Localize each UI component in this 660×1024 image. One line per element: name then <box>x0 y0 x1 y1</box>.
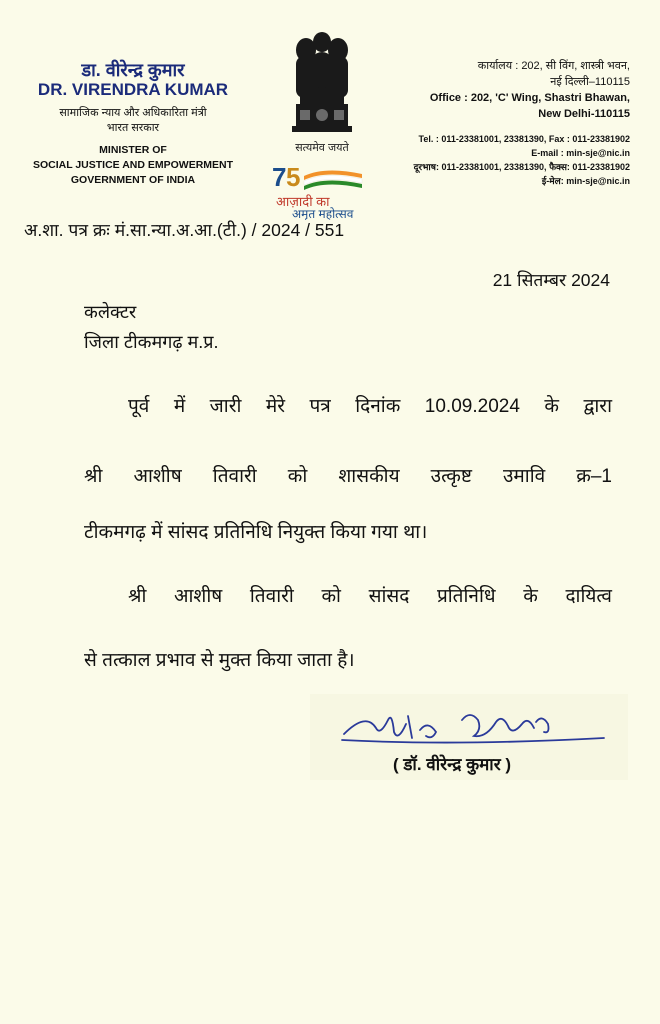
designation-english-line1: MINISTER OF <box>99 144 167 156</box>
letter-reference: अ.शा. पत्र क्रः मं.सा.न्या.अ.आ.(टी.) / 2024 / 551 <box>24 220 345 240</box>
sender-name-english: DR. VIRENDRA KUMAR <box>37 80 229 99</box>
contact-email: E-mail : min-sje@nic.in <box>531 148 630 158</box>
office-hindi-line2: नई दिल्ली–110115 <box>550 76 630 88</box>
azadi-line2: अमृत महोत्सव <box>292 207 354 220</box>
body-line-3: टीकमगढ़ में सांसद प्रतिनिधि नियुक्त किया गया था। <box>84 522 428 543</box>
signatory-name: ( डॉ. वीरेन्द्र कुमार ) <box>392 755 512 774</box>
office-english-line1: Office : 202, 'C' Wing, Shastri Bhawan, <box>429 92 630 104</box>
azadi-ka-amrit-mahotsav-logo-icon <box>270 160 380 220</box>
body-line-2: श्री आशीष तिवारी को शासकीय उत्कृष्ट उमावि क्र–1 <box>84 466 612 487</box>
designation-hindi-line1: सामाजिक न्याय और अधिकारिता मंत्री <box>59 107 207 119</box>
body-line-4: श्री आशीष तिवारी को सांसद प्रतिनिधि के दायित्व <box>128 586 612 607</box>
addressee-line2: जिला टीकमगढ़ म.प्र. <box>84 332 219 352</box>
national-emblem-icon <box>282 28 362 146</box>
designation-hindi-line2: भारत सरकार <box>106 122 160 134</box>
designation-hindi <box>20 106 246 136</box>
contact-email-hindi: ई-मेल: min-sje@nic.in <box>541 176 630 186</box>
azadi-line1: आज़ादी का <box>276 194 330 209</box>
contact-tel-hindi: दूरभाष: 011-23381001, 23381390, फैक्स: 011-23381902 <box>413 162 630 172</box>
body-line-1: पूर्व में जारी मेरे पत्र दिनांक 10.09.2024 के द्वारा <box>128 396 612 417</box>
letter-date: 21 सितम्बर 2024 <box>492 270 610 290</box>
designation-english-line3: GOVERNMENT OF INDIA <box>70 174 196 186</box>
designation-english-line2: SOCIAL JUSTICE AND EMPOWERMENT <box>32 159 234 171</box>
svg-text:5: 5 <box>286 162 301 192</box>
designation-english <box>20 143 246 188</box>
office-hindi-line1: कार्यालय : 202, सी विंग, शास्त्री भवन, <box>477 60 630 72</box>
sender-name-hindi: डा. वीरेन्द्र कुमार <box>81 60 185 80</box>
contact-tel: Tel. : 011-23381001, 23381390, Fax : 011-23381902 <box>418 134 630 144</box>
office-english-line2: New Delhi-110115 <box>538 108 630 120</box>
office-address <box>390 58 630 122</box>
addressee-line1: कलेक्टर <box>84 302 137 322</box>
svg-text:7: 7 <box>272 162 287 192</box>
body-line-5: से तत्काल प्रभाव से मुक्त किया जाता है। <box>84 650 355 671</box>
contact-details <box>390 132 630 188</box>
handwritten-signature-icon <box>336 702 606 752</box>
emblem-motto: सत्यमेव जयते <box>295 142 349 154</box>
